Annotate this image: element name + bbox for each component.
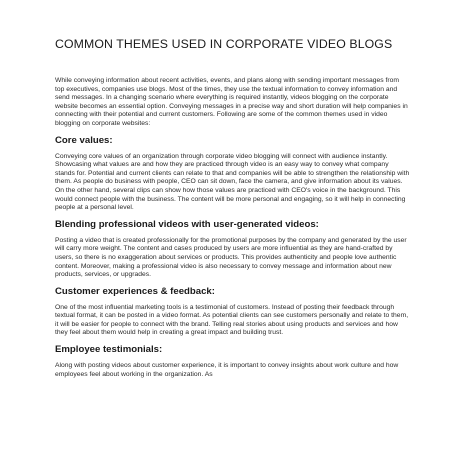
section-core-values <box>55 135 410 213</box>
section-employee-testimonials <box>55 344 410 379</box>
section-heading: Blending professional videos with user-generated videos: <box>55 218 319 230</box>
section-blending-videos <box>55 219 410 280</box>
intro-paragraph: While conveying information about recent activities, events, and plans along with sending important messages from top executives, companies use blogs. Most of the times, they use the textual information to convey information and send messages. In a changing scenario where everything is required instantly, videos blogging on the corporate website becomes an essential option. Conveying messages in a precise way and short duration will help companies in connecting with their potential and current customers. Following are some of the common themes used in video blogging on corporate websites: <box>55 77 408 127</box>
section-heading: Employee testimonials: <box>55 344 163 356</box>
section-customer-experiences <box>55 286 410 338</box>
section-heading: Core values: <box>55 134 113 146</box>
document-title: COMMON THEMES USED IN CORPORATE VIDEO BLOGS <box>55 37 393 51</box>
section-body: Posting a video that is created professionally for the promotional purposes by the company and generated by the user will carry more weight. The content and cases produced by users are more influential as they are hand-crafted by users, so there is no exaggeration about services or products. This provides authenticity and people love authentic content. Moreover, making a professional video is also necessary to convey message and information about new products, services, or upgrades. <box>55 236 407 279</box>
document-page <box>55 37 410 379</box>
section-body: Conveying core values of an organization through corporate video blogging will connect with audience instantly. Showcasing what values are and how they are practiced through video is an easy way to convey what company stands for. Potential and current clients can relate to that and companies will be able to strengthen the relationship with them. As people do business with people, CEO can sit down, face the camera, and give information about its values. On the other hand, several clips can show how those values are practiced with CEO's voice in the background. This would connect people with the business. The content will be more personal and engaging, so it will help in connecting people at a personal level. <box>55 152 410 212</box>
section-body: Along with posting videos about customer experience, it is important to convey insights about work culture and how employees feel about working in the organization. As <box>55 362 399 378</box>
section-body: One of the most influential marketing tools is a testimonial of customers. Instead of posting their feedback through textual format, it can be posted in a video format. As potential clients can see customers personally and relate to them, it will be easier for people to connect with the brand. Telling real stories about using products and services and how they feel about them would help in creating a great impact and building trust. <box>55 303 409 337</box>
section-heading: Customer experiences & feedback: <box>55 285 215 297</box>
